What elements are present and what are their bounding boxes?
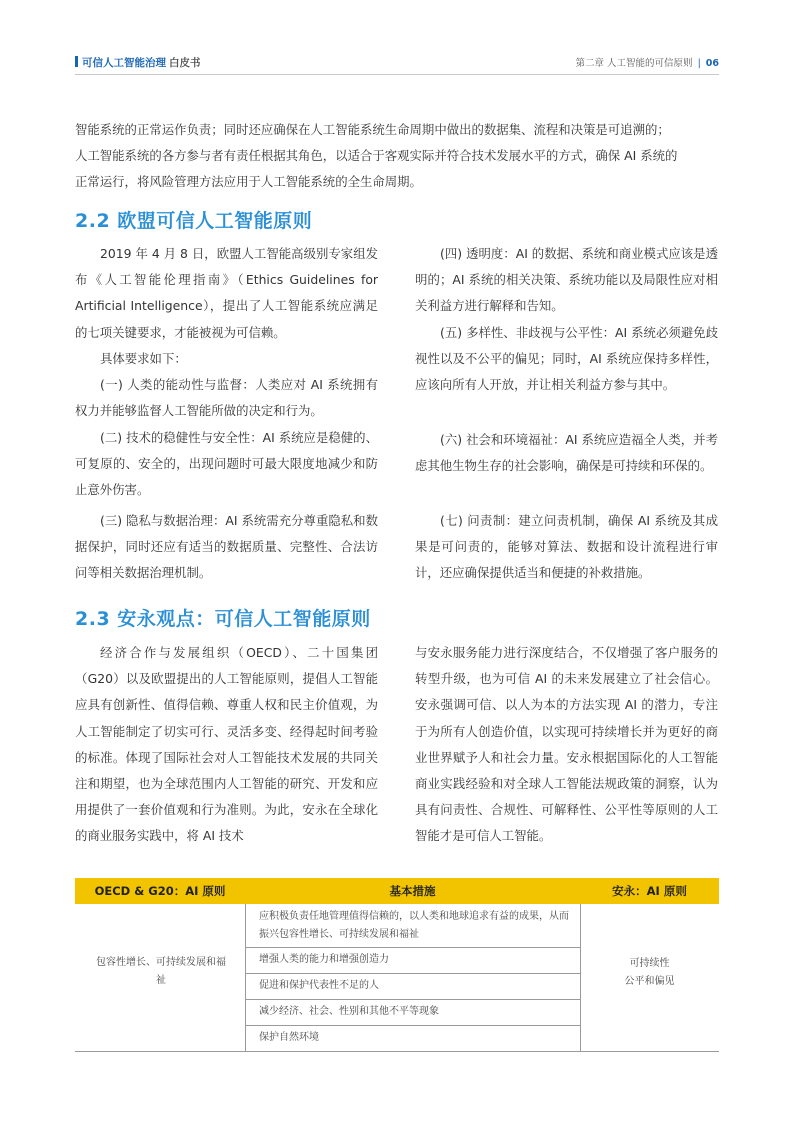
anyong-left-para: 经济合作与发展组织（OECD）、二十国集团（G20）以及欧盟提出的人工智能原则，提倡人工智能应具有创新性、值得信赖、尊重人权和民主价值观，为人工智能制定了切实可行、灵活多变、经得起时间考验的标准。体现了国际社会对人工智能技术发展的共同关注和期望，也为全球范围内人工智能的研究、开发和应用提供了一套价值观和行为准则。为此，安永在全球化的商业服务实践中，将 AI 技术 <box>75 645 378 844</box>
table-header-measures: 基本措施 <box>389 884 436 898</box>
eu-right-para-3: (六) 社会和环境福祉：AI 系统应造福全人类，并考虑其他生物生存的社会影响，确保是可持续和环保的。 <box>415 432 718 474</box>
principles-table <box>75 878 719 1052</box>
chapter-block <box>576 55 719 69</box>
oecd-principle-cell: 包容性增长、可持续发展和福祉 <box>96 957 226 986</box>
table-header-anyong: 安永：AI 原则 <box>612 884 687 898</box>
intro-line-3: 正常运行，将风险管理方法应用于人工智能系统的全生命周期。 <box>75 174 422 189</box>
measure-cell: 应积极负责任地管理值得信赖的，以人类和地球追求有益的成果，从而振兴包容性增长、可持续发展和福祉 <box>259 911 569 940</box>
section-heading-anyong: 2.3 安永观点：可信人工智能原则 <box>75 608 371 630</box>
header-separator: | <box>697 58 701 69</box>
intro-line-2: 人工智能系统的各方参与者有责任根据其角色，以适合于客观实际并符合技术发展水平的方式，确保 AI 系统的 <box>75 148 678 163</box>
anyong-right-para: 与安永服务能力进行深度结合，不仅增强了客户服务的转型升级，也为可信 AI 的未来发展建立了社会信心。安永强调可信、以人为本的方法实现 AI 的潜力，专注于为所有人创造价值，以实现可持续增长并为更好的商业世界赋予人和社会力量。安永根据国际化的人工智能商业实践经验和对全球人工智能法规政策的洞察，认为具有问责性、合规性、可解释性、公平性等原则的人工智能才是可信人工智能。 <box>415 645 718 844</box>
doc-title-block <box>75 55 201 70</box>
table-row-divider <box>245 947 580 948</box>
page-number: 06 <box>705 58 719 69</box>
table-row-divider <box>245 999 580 1000</box>
measure-cell: 减少经济、社会、性别和其他不平等现象 <box>259 1006 439 1017</box>
section-heading-eu: 2.2 欧盟可信人工智能原则 <box>75 210 313 232</box>
page-header <box>75 55 719 71</box>
eu-left-para-2: 具体要求如下： <box>100 351 187 366</box>
eu-left-para-1: 2019 年 4 月 8 日，欧盟人工智能高级别专家组发布《人工智能伦理指南》（Ethics Guidelines for Artificial Intelligence），提出了人工智能系统应满足的七项关键要求，才能被视为可信赖。 <box>75 246 378 340</box>
doc-subtitle: 白皮书 <box>169 57 201 69</box>
table-row-divider <box>245 973 580 974</box>
measure-cell: 保护自然环境 <box>259 1032 319 1043</box>
table-row-divider <box>245 1025 580 1026</box>
eu-right-para-4: (七) 问责制：建立问责机制，确保 AI 系统及其成果是可问责的，能够对算法、数据和设计流程进行审计，还应确保提供适当和便捷的补救措施。 <box>415 513 718 581</box>
table-bottom-rule <box>75 1051 719 1052</box>
header-divider <box>75 74 719 75</box>
eu-right-para-2: (五) 多样性、非歧视与公平性：AI 系统必须避免歧视性以及不公平的偏见；同时，AI 系统应保持多样性，应该向所有人开放，并让相关利益方参与其中。 <box>415 325 718 393</box>
eu-left-para-3: (一) 人类的能动性与监督：人类应对 AI 系统拥有权力并能够监督人工智能所做的决定和行为。 <box>75 377 378 419</box>
intro-line-1: 智能系统的正常运作负责；同时还应确保在人工智能系统生命周期中做出的数据集、流程和决策是可追溯的； <box>75 122 670 137</box>
eu-left-para-4: (二) 技术的稳健性与安全性：AI 系统应是稳健的、可复原的、安全的，出现问题时可最大限度地减少和防止意外伤害。 <box>75 430 378 498</box>
eu-left-para-5: (三) 隐私与数据治理：AI 系统需充分尊重隐私和数据保护，同时还应有适当的数据质量、完整性、合法访问等相关数据治理机制。 <box>75 513 378 581</box>
title-accent-bar <box>75 56 78 67</box>
table-header-row <box>75 878 719 904</box>
table-col-divider-1 <box>245 904 246 1052</box>
measure-cell: 促进和保护代表性不足的人 <box>259 980 379 991</box>
doc-title: 可信人工智能治理 <box>82 57 166 69</box>
anyong-principle-cell: 公平和偏见 <box>624 976 675 987</box>
measure-cell: 增强人类的能力和增强创造力 <box>259 954 389 965</box>
chapter-title: 第二章 人工智能的可信原则 <box>575 58 693 69</box>
anyong-principle-cell: 可持续性 <box>629 958 670 969</box>
eu-right-para-1: (四) 透明度：AI 的数据、系统和商业模式应该是透明的；AI 系统的相关决策、系统功能以及局限性应对相关利益方进行解释和告知。 <box>415 246 718 314</box>
table-header-oecd: OECD & G20：AI 原则 <box>94 884 226 898</box>
